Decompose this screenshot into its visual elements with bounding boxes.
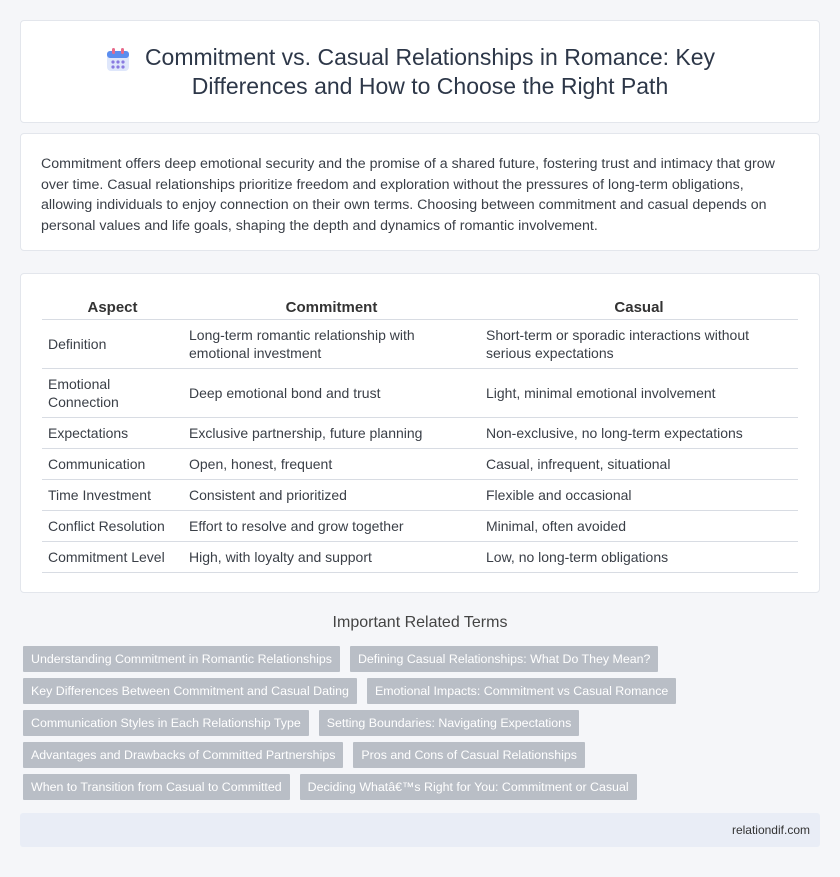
table-cell-casual: Casual, infrequent, situational <box>480 448 798 479</box>
title-wrap <box>21 43 819 101</box>
footer <box>20 813 820 847</box>
related-term-tag[interactable]: Deciding Whatâ€™s Right for You: Commitment or Casual <box>300 774 637 800</box>
related-term-tag[interactable]: Defining Casual Relationships: What Do They Mean? <box>350 646 658 672</box>
table-cell-aspect: Commitment Level <box>42 541 183 572</box>
comparison-table <box>42 296 798 573</box>
title-card <box>20 20 820 123</box>
tag-row <box>23 742 823 774</box>
comparison-card <box>20 273 820 593</box>
table-row <box>42 368 798 417</box>
table-cell-commitment: Open, honest, frequent <box>183 448 480 479</box>
table-row <box>42 541 798 572</box>
page-title: Commitment vs. Casual Relationships in Romance: Key Differences and How to Choose the Right Path <box>144 44 716 99</box>
tag-row <box>23 646 823 678</box>
table-cell-aspect: Emotional Connection <box>42 368 183 417</box>
calendar-icon <box>105 47 131 73</box>
related-terms-list <box>23 646 823 806</box>
header-casual: Casual <box>480 296 798 319</box>
related-term-tag[interactable]: Pros and Cons of Casual Relationships <box>353 742 585 768</box>
table-cell-aspect: Time Investment <box>42 479 183 510</box>
table-cell-commitment: Deep emotional bond and trust <box>183 368 480 417</box>
header-aspect: Aspect <box>42 296 183 319</box>
tag-row <box>23 678 823 710</box>
related-term-tag[interactable]: Setting Boundaries: Navigating Expectations <box>319 710 580 736</box>
table-cell-casual: Short-term or sporadic interactions without serious expectations <box>480 319 798 368</box>
table-cell-aspect: Conflict Resolution <box>42 510 183 541</box>
table-row <box>42 479 798 510</box>
table-cell-aspect: Communication <box>42 448 183 479</box>
table-row <box>42 510 798 541</box>
table-header-row <box>42 296 798 319</box>
table-row <box>42 319 798 368</box>
related-term-tag[interactable]: Understanding Commitment in Romantic Relationships <box>23 646 340 672</box>
table-row <box>42 417 798 448</box>
table-cell-casual: Minimal, often avoided <box>480 510 798 541</box>
table-row <box>42 448 798 479</box>
related-term-tag[interactable]: Communication Styles in Each Relationship Type <box>23 710 309 736</box>
table-cell-commitment: Exclusive partnership, future planning <box>183 417 480 448</box>
tag-row <box>23 710 823 742</box>
table-cell-casual: Low, no long-term obligations <box>480 541 798 572</box>
related-term-tag[interactable]: Emotional Impacts: Commitment vs Casual Romance <box>367 678 676 704</box>
tag-row <box>23 774 823 806</box>
table-cell-commitment: Long-term romantic relationship with emotional investment <box>183 319 480 368</box>
table-cell-casual: Flexible and occasional <box>480 479 798 510</box>
table-cell-casual: Light, minimal emotional involvement <box>480 368 798 417</box>
table-cell-aspect: Expectations <box>42 417 183 448</box>
related-term-tag[interactable]: Advantages and Drawbacks of Committed Partnerships <box>23 742 343 768</box>
table-cell-casual: Non-exclusive, no long-term expectations <box>480 417 798 448</box>
table-cell-commitment: Effort to resolve and grow together <box>183 510 480 541</box>
related-term-tag[interactable]: When to Transition from Casual to Committed <box>23 774 290 800</box>
related-terms-heading: Important Related Terms <box>332 614 508 631</box>
intro-paragraph: Commitment offers deep emotional security and the promise of a shared future, fostering trust and intimacy that grow over time. Casual relationships prioritize freedom and exploration without the pressures of long-term obligations, allowing individuals to enjoy connection on their own terms. Choosing between commitment and casual depends on personal values and life goals, shaping the depth and dynamics of romantic involvement. <box>41 156 775 234</box>
intro-card <box>20 133 820 251</box>
table-cell-commitment: Consistent and prioritized <box>183 479 480 510</box>
footer-site-link[interactable]: relationdif.com <box>731 823 810 837</box>
table-cell-aspect: Definition <box>42 319 183 368</box>
header-commitment: Commitment <box>183 296 480 319</box>
table-cell-commitment: High, with loyalty and support <box>183 541 480 572</box>
related-term-tag[interactable]: Key Differences Between Commitment and Casual Dating <box>23 678 357 704</box>
